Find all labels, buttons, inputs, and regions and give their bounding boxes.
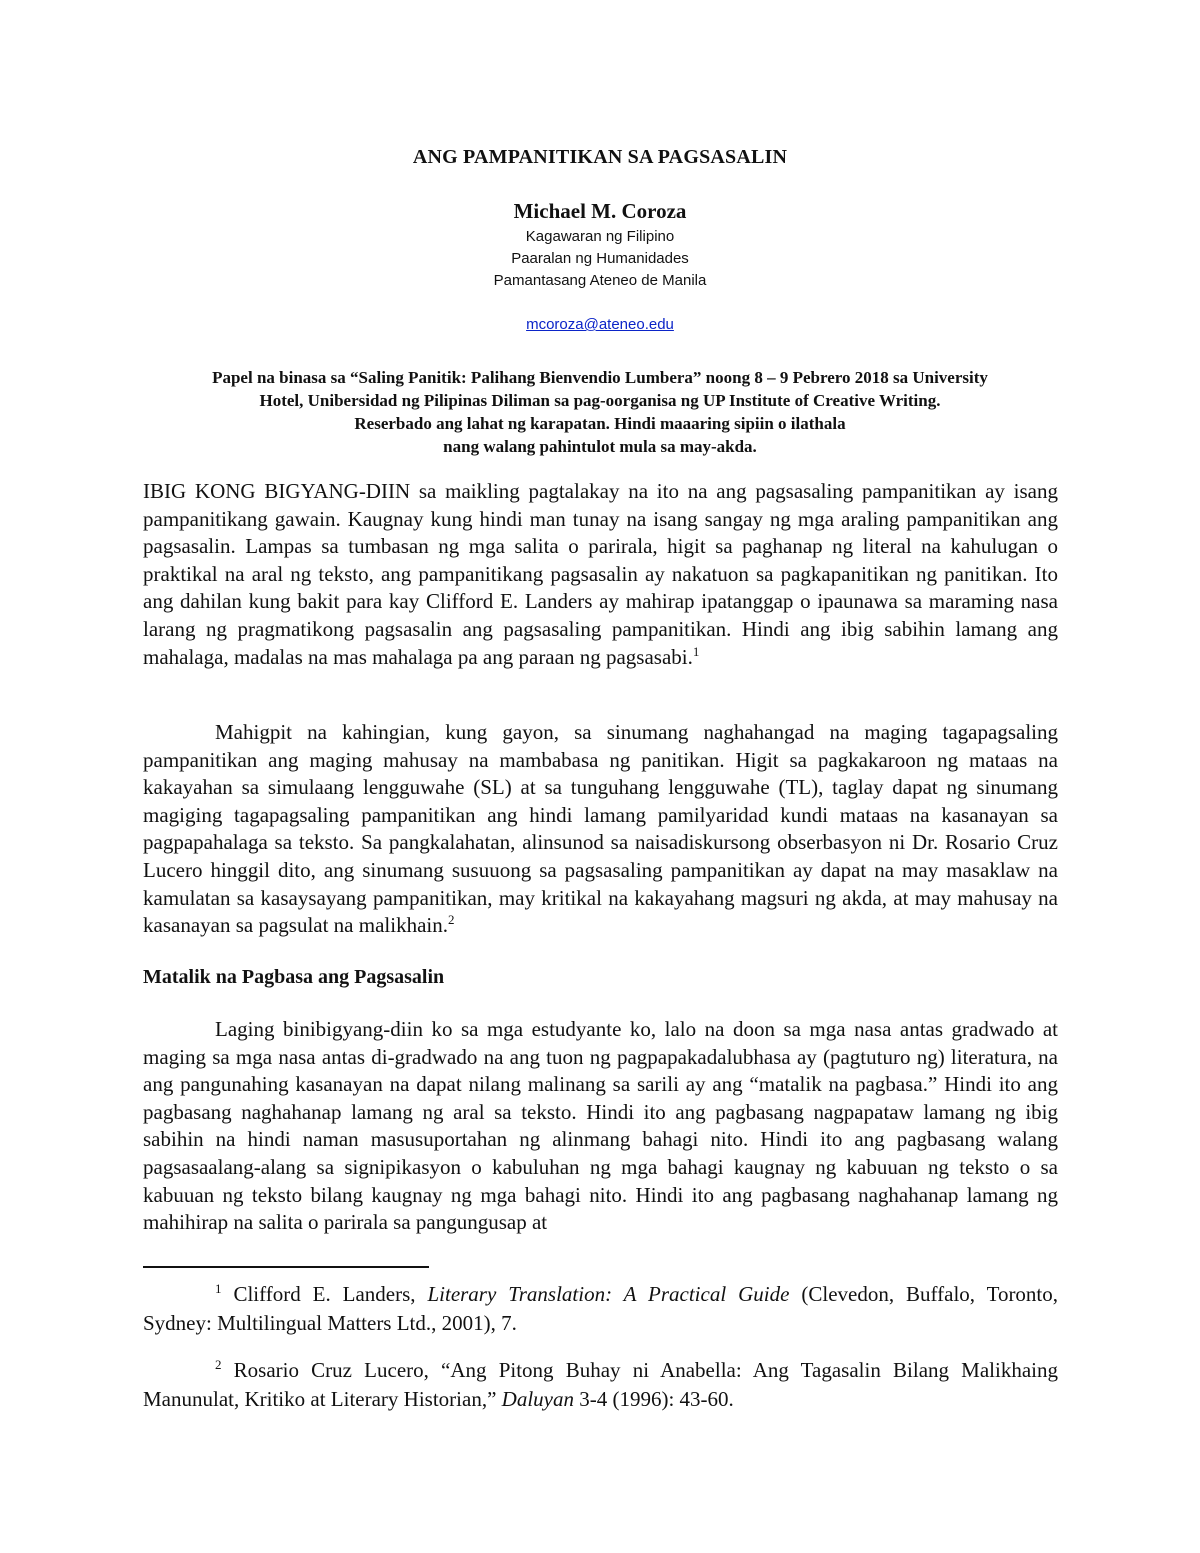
footnote-number: 2: [215, 1357, 222, 1372]
footnote-text: 3-4 (1996): 43-60.: [579, 1387, 734, 1411]
paragraph-text: Mahigpit na kahingian, kung gayon, sa sinumang naghahangad na maging tagapagsaling pampanitikan ang maging mahusay na mambabasa ng panitikan. Higit sa pagkakaroon ng mataas na kakayahan sa simulaang lengguwahe (SL) at sa tunguhang lengguwahe (TL), taglay dapat ng sinumang magiging tagapagsaling pampanitikan ang hindi lamang pamilyaridad kundi mataas na kasanayan sa pagpapahalaga sa teksto. Sa pangkalahatan, alinsunod sa naisadiskursong obserbasyon ni Dr. Rosario Cruz Lucero hinggil dito, ang sinumang susuuong sa pagsasaling pampanitikan ay dapat na may masaklaw na kamulatan sa kasaysayang pampanitikan, may kritikal na kakayahang magsuri ng akda, at may mahusay na kasanayan sa pagsulat na malikhain.: [143, 720, 1058, 938]
note-line: Papel na binasa sa “Saling Panitik: Palihang Bienvendio Lumbera” noong 8 – 9 Pebrero 2018 sa University: [212, 368, 988, 387]
author-email-link[interactable]: mcoroza@ateneo.edu: [526, 316, 674, 333]
footnote-divider: [143, 1266, 429, 1268]
presentation-note: [130, 366, 1070, 458]
footnote-title: Daluyan: [501, 1387, 574, 1411]
paragraph-text: IBIG KONG BIGYANG-DIIN sa maikling pagtalakay na ito na ang pagsasaling pampanitikan ay isang pampanitikang gawain. Kaugnay kung hindi man tunay na isang sangay ng mga araling pampanitikan ang pagsasalin. Lampas sa tumbasan ng mga salita o parirala, higit sa paghanap ng literal na kahulugan o praktikal na aral ng teksto, ang pampanitikang pagsasalin ay nakatuon sa pagkapanitikan ng panitikan. Ito ang dahilan kung bakit para kay Clifford E. Landers ay mahirap ipatanggap o ipaunawa sa maraming nasa larang ng pragmatikong pagsasalin ang pagsasaling pampanitikan. Hindi ang ibig sabihin lamang ang mahalaga, madalas na mas mahalaga pa ang paraan ng pagsasabi.: [143, 479, 1058, 669]
affiliation-university: Pamantasang Ateneo de Manila: [493, 272, 707, 289]
note-line: nang walang pahintulot mula sa may-akda.: [443, 437, 757, 456]
author-name: Michael M. Coroza: [513, 199, 687, 223]
paragraph-third: [143, 1016, 1058, 1237]
footnote-text: (Clevedon, Buffalo, Toronto, Sydney: Multilingual Matters Ltd., 2001), 7.: [143, 1282, 1059, 1335]
footnote-2: [143, 1356, 1058, 1414]
affiliation-department: Kagawaran ng Filipino: [525, 228, 675, 245]
footnote-number: 1: [215, 1281, 222, 1296]
paragraph-intro: [143, 478, 1058, 671]
affiliation-school: Paaralan ng Humanidades: [511, 250, 689, 267]
footnote-text: Rosario Cruz Lucero, “Ang Pitong Buhay ni Anabella: Ang Tagasalin Bilang Malikhaing Manunulat, Kritiko at Literary Historian,”: [143, 1358, 1058, 1411]
paragraph-text: Laging binibigyang-diin ko sa mga estudyante ko, lalo na doon sa mga nasa antas gradwado at maging sa mga nasa antas di-gradwado na ang tuon ng pagpapakadalubhasa ay (pagtuturo ng) literatura, na ang pangunahing kasanayan na dapat nilang malinang sa sarili ay ang “matalik na pagbasa.” Hindi ito ang pagbasang naghahanap lamang ng aral sa teksto. Hindi ito ang pagbasang nagpapataw lamang ng ibig sabihin na hindi naman masusuportahan ng alinmang bahagi nito. Hindi ito ang pagbasang walang pagsasaalang-alang sa signipikasyon o kabuluhan ng mga bahagi kaugnay ng kabuuan ng teksto o sa kabuuan ng teksto bilang kaugnay ng mga bahagi nito. Hindi ito ang pagbasang naghahanap lamang ng mahihirap na salita o parirala sa pangungusap at: [143, 1017, 1058, 1235]
section-heading: Matalik na Pagbasa ang Pagsasalin: [143, 966, 445, 988]
footnote-ref[interactable]: 2: [447, 912, 455, 928]
footnote-ref[interactable]: 1: [692, 643, 700, 659]
paragraph-second: [143, 719, 1058, 940]
paper-title: ANG PAMPANITIKAN SA PAGSASALIN: [412, 146, 788, 168]
note-line: Reserbado ang lahat ng karapatan. Hindi maaaring sipiin o ilathala: [354, 414, 846, 433]
footnote-1: [143, 1280, 1058, 1338]
note-line: Hotel, Unibersidad ng Pilipinas Diliman sa pag-oorganisa ng UP Institute of Creative Writing.: [259, 391, 941, 410]
footnote-text: Clifford E. Landers,: [233, 1282, 416, 1306]
footnote-title: Literary Translation: A Practical Guide: [427, 1282, 790, 1306]
